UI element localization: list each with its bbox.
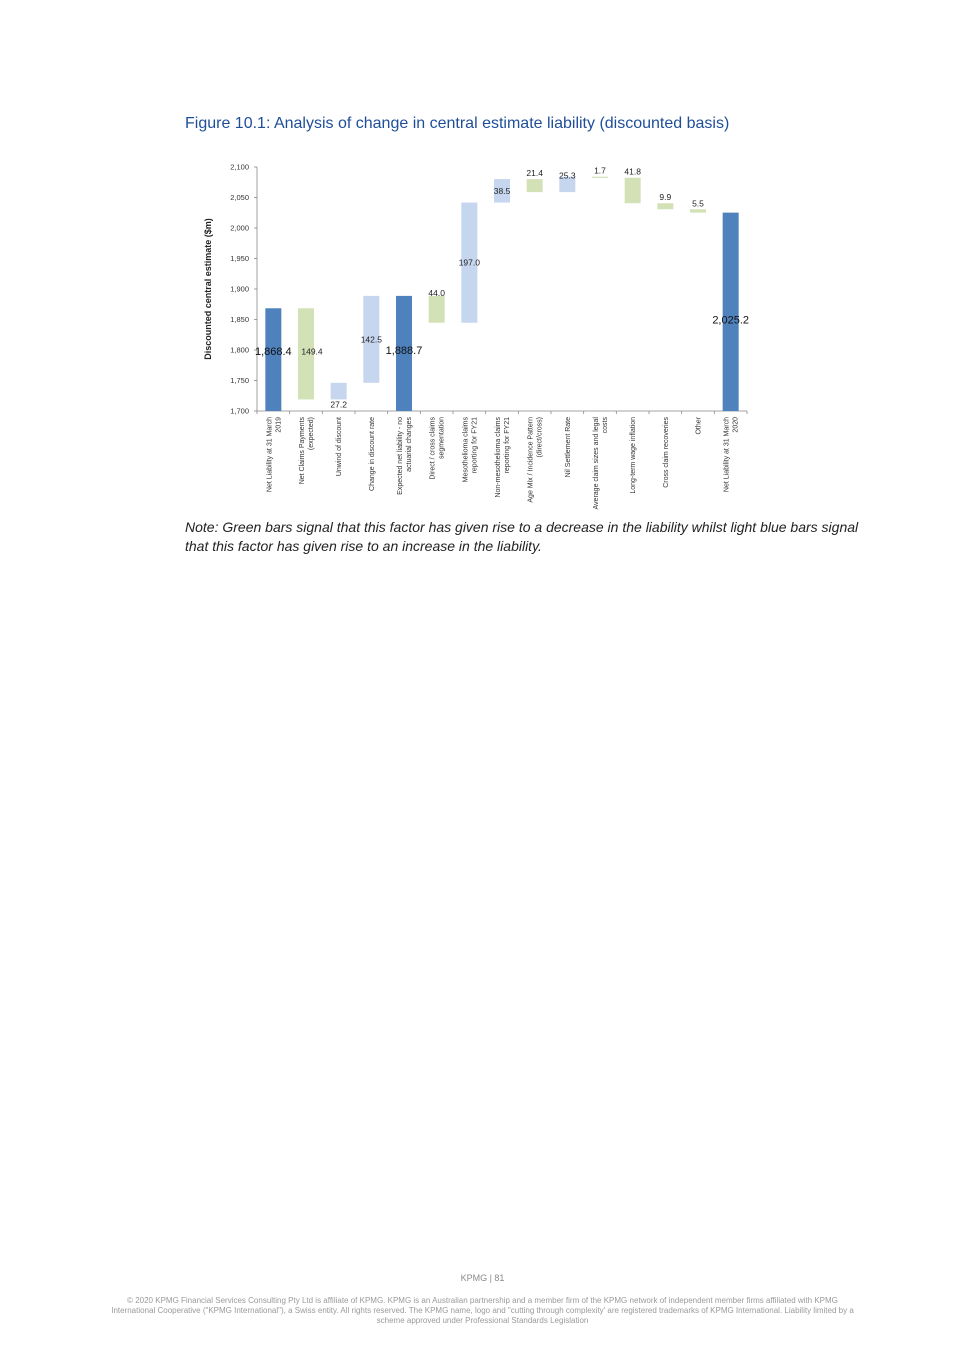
x-tick-label-line: Net Liability at 31 March <box>723 417 731 493</box>
x-tick-label <box>266 417 282 492</box>
y-tick-label: 1,850 <box>230 315 249 324</box>
data-label: 38.5 <box>493 185 511 196</box>
bar-total <box>265 308 281 411</box>
x-tick-label-line: Average claim sizes and legal <box>593 417 600 510</box>
data-label: 142.5 <box>360 334 382 345</box>
x-tick-label-line: Unwind of discount <box>336 417 344 477</box>
data-label: 9.9 <box>659 192 672 203</box>
x-tick-label <box>369 417 376 491</box>
x-tick-label-line: reporting for FY21 <box>471 417 479 474</box>
data-label: 25.3 <box>559 170 576 181</box>
y-tick-label: 1,700 <box>230 406 249 416</box>
data-label: 1,888.7 <box>385 345 423 357</box>
x-tick-label <box>565 417 572 477</box>
data-label: 5.5 <box>692 198 704 209</box>
x-tick-label-line: Other <box>695 417 703 435</box>
x-tick-label-line: Net Claims Payments <box>299 417 306 485</box>
y-tick-label: 2,000 <box>230 223 249 233</box>
bar-increase <box>331 383 347 400</box>
x-tick-label-line: Change in discount rate <box>368 417 376 491</box>
data-label: 149.4 <box>301 346 323 357</box>
x-tick-label <box>663 417 670 488</box>
bar-decrease <box>657 203 673 209</box>
x-tick-label <box>593 417 609 510</box>
bar-decrease <box>429 296 445 323</box>
x-tick-label-line: 2020 <box>732 417 740 433</box>
x-tick-label <box>462 417 478 483</box>
bar-decrease <box>527 179 543 192</box>
x-tick-label-line: (direct/cross) <box>536 417 544 458</box>
data-label: 21.4 <box>526 168 543 179</box>
x-tick-label-line: Nil Settlement Rate <box>564 417 572 478</box>
chart-bars <box>265 177 738 411</box>
x-tick-label-line: Long-term wage inflation <box>630 417 638 494</box>
figure-title: Figure 10.1: Analysis of change in central estimate liability (discounted basis) <box>185 115 730 132</box>
x-tick-label-line: Non-mesothelioma claims <box>495 417 502 498</box>
y-tick-label: 2,100 <box>230 162 249 172</box>
y-tick-label: 1,900 <box>230 284 249 294</box>
data-label: 197.0 <box>458 257 480 268</box>
x-tick-label-line: Mesothelioma claims <box>462 417 470 483</box>
x-tick-label-line: (expected) <box>308 417 315 451</box>
x-tick-label <box>299 417 315 485</box>
x-tick-label-line: Cross claim recoveries <box>662 417 670 488</box>
data-label: 44.0 <box>428 287 445 298</box>
copyright-footer: © 2020 KPMG Financial Services Consulting Pty Ltd is affiliate of KPMG. KPMG is an Australian partnership and a member firm of the KPMG network of independent member firms affiliated with KPMG International Cooperative ("KPMG International"), a Swiss entity. All rights reserved. The KPMG name, logo and "cutting through complexity' are registered trademarks of KPMG International. Liability limited by a scheme approved under Professional Standards Legislation <box>111 1296 854 1325</box>
data-label: 1.7 <box>594 165 606 176</box>
chart-note: Note: Green bars signal that this factor has given rise to a decrease in the liability whilst light blue bars signal that this factor has given rise to an increase in the liability. <box>185 519 859 554</box>
x-tick-label-line: costs <box>602 417 609 434</box>
data-label: 27.2 <box>330 399 347 410</box>
x-tick-label-line: actuarial changes <box>406 417 413 472</box>
bar-decrease <box>690 209 706 212</box>
y-tick-label: 1,800 <box>230 345 249 355</box>
x-tick-label-line: Direct / cross claims <box>429 417 437 480</box>
y-tick-label: 1,950 <box>230 254 249 263</box>
bar-total <box>723 213 739 411</box>
waterfall-chart <box>195 155 765 510</box>
data-label: 2,025.2 <box>712 314 750 327</box>
x-tick-label <box>336 417 343 476</box>
x-tick-label-line: reporting for FY21 <box>504 417 511 474</box>
y-axis-label: Discounted central estimate ($m) <box>203 218 213 360</box>
bar-decrease <box>592 177 608 178</box>
y-tick-label: 2,050 <box>230 193 249 202</box>
x-tick-label-line: 2019 <box>275 417 283 433</box>
x-tick-label-line: Net Liability at 31 March <box>266 417 274 493</box>
bar-decrease <box>625 178 641 203</box>
x-tick-label <box>495 417 511 498</box>
x-tick-label <box>528 417 544 503</box>
data-label: 41.8 <box>624 166 641 177</box>
x-tick-label-line: Expected net liability - no <box>397 417 404 495</box>
chart-x-tick-labels <box>266 416 739 509</box>
x-tick-label-line: Age Mix / Incidence Pattern <box>527 417 535 503</box>
x-tick-label <box>724 417 740 492</box>
page-number: KPMG | 81 <box>460 1273 505 1283</box>
x-tick-label <box>696 416 703 434</box>
x-tick-label <box>430 417 446 480</box>
y-tick-label: 1,750 <box>230 376 249 385</box>
x-tick-label <box>630 417 637 494</box>
data-label: 1,868.4 <box>254 345 292 358</box>
x-tick-label-line: segmentation <box>438 417 446 460</box>
x-tick-label <box>397 417 413 495</box>
